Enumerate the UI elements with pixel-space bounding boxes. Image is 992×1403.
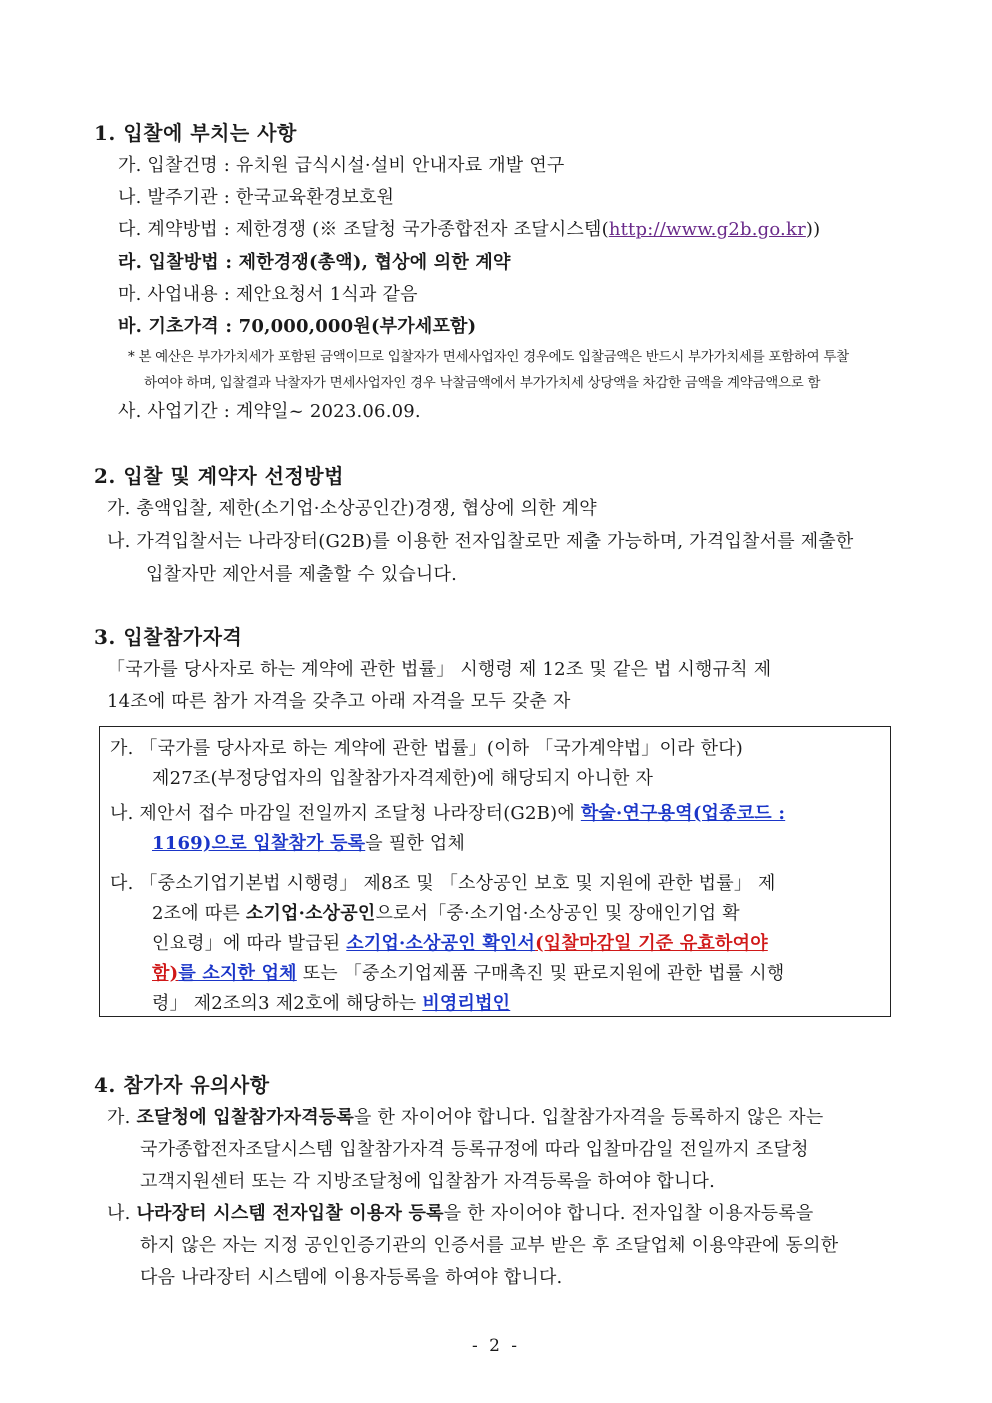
s3-da3-blue: 소기업·소상공인 확인서	[346, 933, 536, 954]
s4-ga-suffix: 을 한 자이어야 합니다. 입찰참가자격을 등록하지 않은 자는	[353, 1107, 824, 1128]
s4-item-ga-line-2: 국가종합전자조달시스템 입찰참가자격 등록규정에 따라 입찰마감일 전일까지 조달청	[140, 1139, 809, 1160]
section-1-title: 1. 입찰에 부치는 사항	[94, 121, 297, 145]
s4-na-suffix: 을 한 자이어야 합니다. 전자입찰 이용자등록을	[443, 1203, 814, 1224]
section-2-title: 2. 입찰 및 계약자 선정방법	[94, 464, 344, 488]
s1-item-da	[118, 215, 820, 241]
s4-item-ga-line-3: 고객지원센터 또는 각 지방조달청에 입찰참가 자격등록을 하여야 합니다.	[140, 1171, 716, 1192]
s1-item-sa: 사. 사업기간 : 계약일~ 2023.06.09.	[118, 401, 421, 422]
s4-na-bold: 나라장터 시스템 전자입찰 이용자 등록	[136, 1203, 444, 1224]
s1-item-ba: 바. 기초가격 : 70,000,000원(부가세포함)	[118, 316, 477, 337]
s3-na-highlight-2: 1169)으로 입찰참가 등록	[152, 833, 366, 854]
s3-na-highlight-1: 학술·연구용역(업종코드 :	[580, 803, 786, 824]
s1-da-suffix: ))	[805, 219, 821, 240]
s3-na-suffix: 을 필한 업체	[365, 833, 466, 854]
s3-box-da-line-1: 다. 「중소기업기본법 시행령」 제8조 및 「소상공인 보호 및 지원에 관한 법률」 제	[110, 873, 776, 894]
s3-na-prefix: 나. 제안서 접수 마감일 전일까지 조달청 나라장터(G2B)에	[110, 803, 581, 824]
s1-da-prefix: 다. 계약방법 : 제한경쟁 (※ 조달청 국가종합전자 조달시스템(	[118, 219, 609, 240]
s3-da5-blue: 비영리법인	[422, 993, 511, 1014]
s1-item-ga: 가. 입찰건명 : 유치원 급식시설·설비 안내자료 개발 연구	[118, 155, 565, 176]
s3-box-na-line-2	[152, 829, 465, 855]
s3-da2-suffix: 으로서「중·소기업·소상공인 및 장애인기업 확	[375, 903, 740, 924]
s4-na-prefix: 나.	[107, 1203, 137, 1224]
g2b-link[interactable]: http://www.g2b.go.kr	[608, 219, 806, 240]
s1-note-line-2: 하여야 하며, 입찰결과 낙찰자가 면세사업자인 경우 낙찰금액에서 부가가치세 상당액을 차감한 금액을 계약금액으로 함	[144, 375, 821, 391]
page-number: - 2 -	[471, 1336, 521, 1356]
s3-box-da-line-5	[152, 989, 510, 1015]
s3-da3-red: (입찰마감일 기준 유효하여야	[535, 933, 768, 954]
s4-item-na-line-3: 다음 나라장터 시스템에 이용자등록을 하여야 합니다.	[140, 1267, 563, 1288]
s3-box-ga-line-2: 제27조(부정당업자의 입찰참가자격제한)에 해당되지 아니한 자	[152, 768, 654, 789]
section-4-title: 4. 참가자 유의사항	[94, 1073, 270, 1097]
s3-da2-bold: 소기업·소상공인	[245, 903, 376, 924]
s4-item-na-line-2: 하지 않은 자는 지정 공인인증기관의 인증서를 교부 받은 후 조달업체 이용약관에 동의한	[140, 1235, 839, 1256]
s1-item-ra: 라. 입찰방법 : 제한경쟁(총액), 협상에 의한 계약	[118, 252, 511, 273]
s1-item-na: 나. 발주기관 : 한국교육환경보호원	[118, 187, 395, 208]
s4-item-ga-line-1	[107, 1103, 823, 1129]
s2-item-na-line-2: 입찰자만 제안서를 제출할 수 있습니다.	[146, 564, 458, 585]
s3-da2-prefix: 2조에 따른	[152, 903, 246, 924]
s2-item-ga: 가. 총액입찰, 제한(소기업·소상공인간)경쟁, 협상에 의한 계약	[107, 498, 597, 519]
s4-ga-bold: 조달청에 입찰참가자격등록	[136, 1107, 354, 1128]
s3-da4-blue: 를 소지한 업체	[178, 963, 297, 984]
s4-ga-prefix: 가.	[107, 1107, 137, 1128]
s3-box-na-line-1	[110, 799, 785, 825]
s3-da4-suffix: 또는 「중소기업제품 구매촉진 및 판로지원에 관한 법률 시행	[296, 963, 785, 984]
s3-box-da-line-3	[152, 929, 768, 955]
s1-note-line-1: * 본 예산은 부가가치세가 포함된 금액이므로 입찰자가 면세사업자인 경우에도 입찰금액은 반드시 부가가치세를 포함하여 투찰	[128, 349, 849, 365]
s3-box-da-line-4	[152, 959, 784, 985]
s3-box-ga-line-1: 가. 「국가를 당사자로 하는 계약에 관한 법률」(이하 「국가계약법」이라 한다)	[110, 738, 744, 759]
s3-da5-prefix: 령」 제2조의3 제2호에 해당하는	[152, 993, 423, 1014]
section-3-title: 3. 입찰참가자격	[94, 625, 243, 649]
s3-box-da-line-2	[152, 899, 740, 925]
s1-item-ma: 마. 사업내용 : 제안요청서 1식과 같음	[118, 284, 418, 305]
s3-intro-line-1: 「국가를 당사자로 하는 계약에 관한 법률」 시행령 제 12조 및 같은 법 시행규칙 제	[107, 659, 772, 680]
s2-item-na-line-1: 나. 가격입찰서는 나라장터(G2B)를 이용한 전자입찰로만 제출 가능하며, 가격입찰서를 제출한	[107, 531, 854, 552]
s3-da3-prefix: 인요령」에 따라 발급된	[152, 933, 347, 954]
s3-intro-line-2: 14조에 따른 참가 자격을 갖추고 아래 자격을 모두 갖춘 자	[107, 691, 571, 712]
s3-da4-red: 함)	[152, 963, 179, 984]
s4-item-na-line-1	[107, 1199, 813, 1225]
